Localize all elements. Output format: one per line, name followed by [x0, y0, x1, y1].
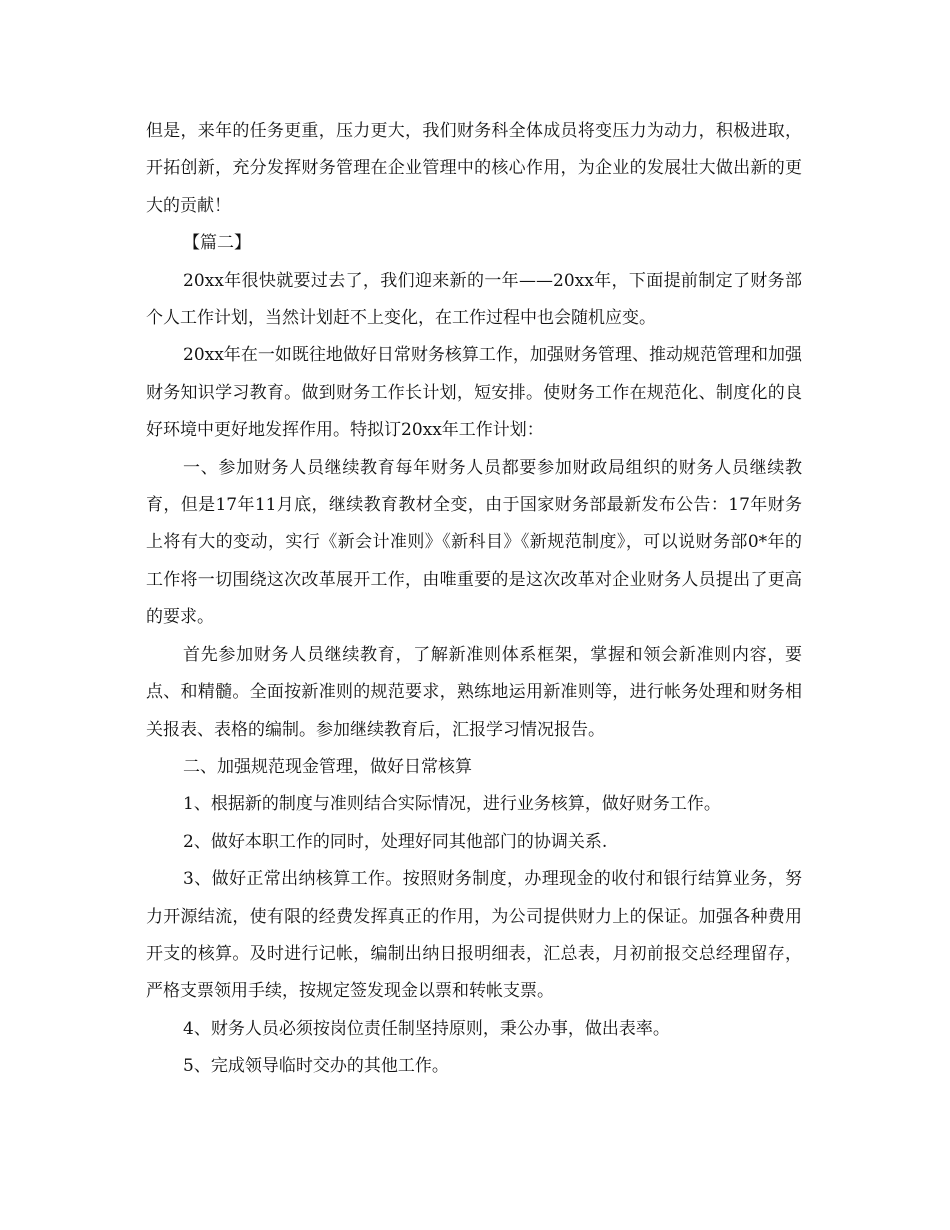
list-item: 4、财务人员必须按岗位责任制坚持原则，秉公办事，做出表率。 [183, 1018, 670, 1039]
document-body [146, 113, 802, 1086]
paragraph-item-one: 一、参加财务人员继续教育每年财务人员都要参加财政局组织的财务人员继续教育，但是17年11月底，继续教育教材全变，由于国家财务部最新发布公告：17年财务上将有大的变动，实行《新会计准则》《新科目》《新规范制度》，可以说财务部0*年的工作将一切围绕这次改革展开工作，由唯重要的是这次改革对企业财务人员提出了更高的要求。 [146, 457, 802, 628]
list-item: 3、做好正常出纳核算工作。按照财务制度，办理现金的收付和银行结算业务，努力开源结流，使有限的经费发挥真正的作用，为公司提供财力上的保证。加强各种费用开支的核算。及时进行记帐，编制出纳日报明细表，汇总表，月初前报交总经理留存，严格支票领用手续，按规定签发现金以票和转帐支票。 [146, 869, 802, 1002]
paragraph-intro: 20xx年很快就要过去了，我们迎来新的一年——20xx年，下面提前制定了财务部个人工作计划，当然计划赶不上变化，在工作过程中也会随机应变。 [146, 270, 802, 329]
paragraph-continuing-education: 首先参加财务人员继续教育，了解新准则体系框架，掌握和领会新准则内容，要点、和精髓。全面按新准则的规范要求，熟练地运用新准则等，进行帐务处理和财务相关报表、表格的编制。参加继续教育后，汇报学习情况报告。 [146, 644, 802, 740]
paragraph-closing: 但是，来年的任务更重，压力更大，我们财务科全体成员将变压力为动力，积极进取，开拓创新，充分发挥财务管理在企业管理中的核心作用，为企业的发展壮大做出新的更大的贡献！ [146, 121, 802, 216]
paragraph-overview: 20xx年在一如既往地做好日常财务核算工作，加强财务管理、推动规范管理和加强财务知识学习教育。做到财务工作长计划，短安排。使财务工作在规范化、制度化的良好环境中更好地发挥作用。特拟订20xx年工作计划： [146, 345, 802, 441]
list-item: 5、完成领导临时交办的其他工作。 [183, 1056, 449, 1077]
list-item: 2、做好本职工作的同时，处理好同其他部门的协调关系. [183, 831, 608, 852]
paragraph-item-two: 二、加强规范现金管理，做好日常核算 [183, 756, 472, 777]
section-heading: 【篇二】 [183, 233, 251, 254]
list-item: 1、根据新的制度与准则结合实际情况，进行业务核算，做好财务工作。 [183, 794, 721, 815]
